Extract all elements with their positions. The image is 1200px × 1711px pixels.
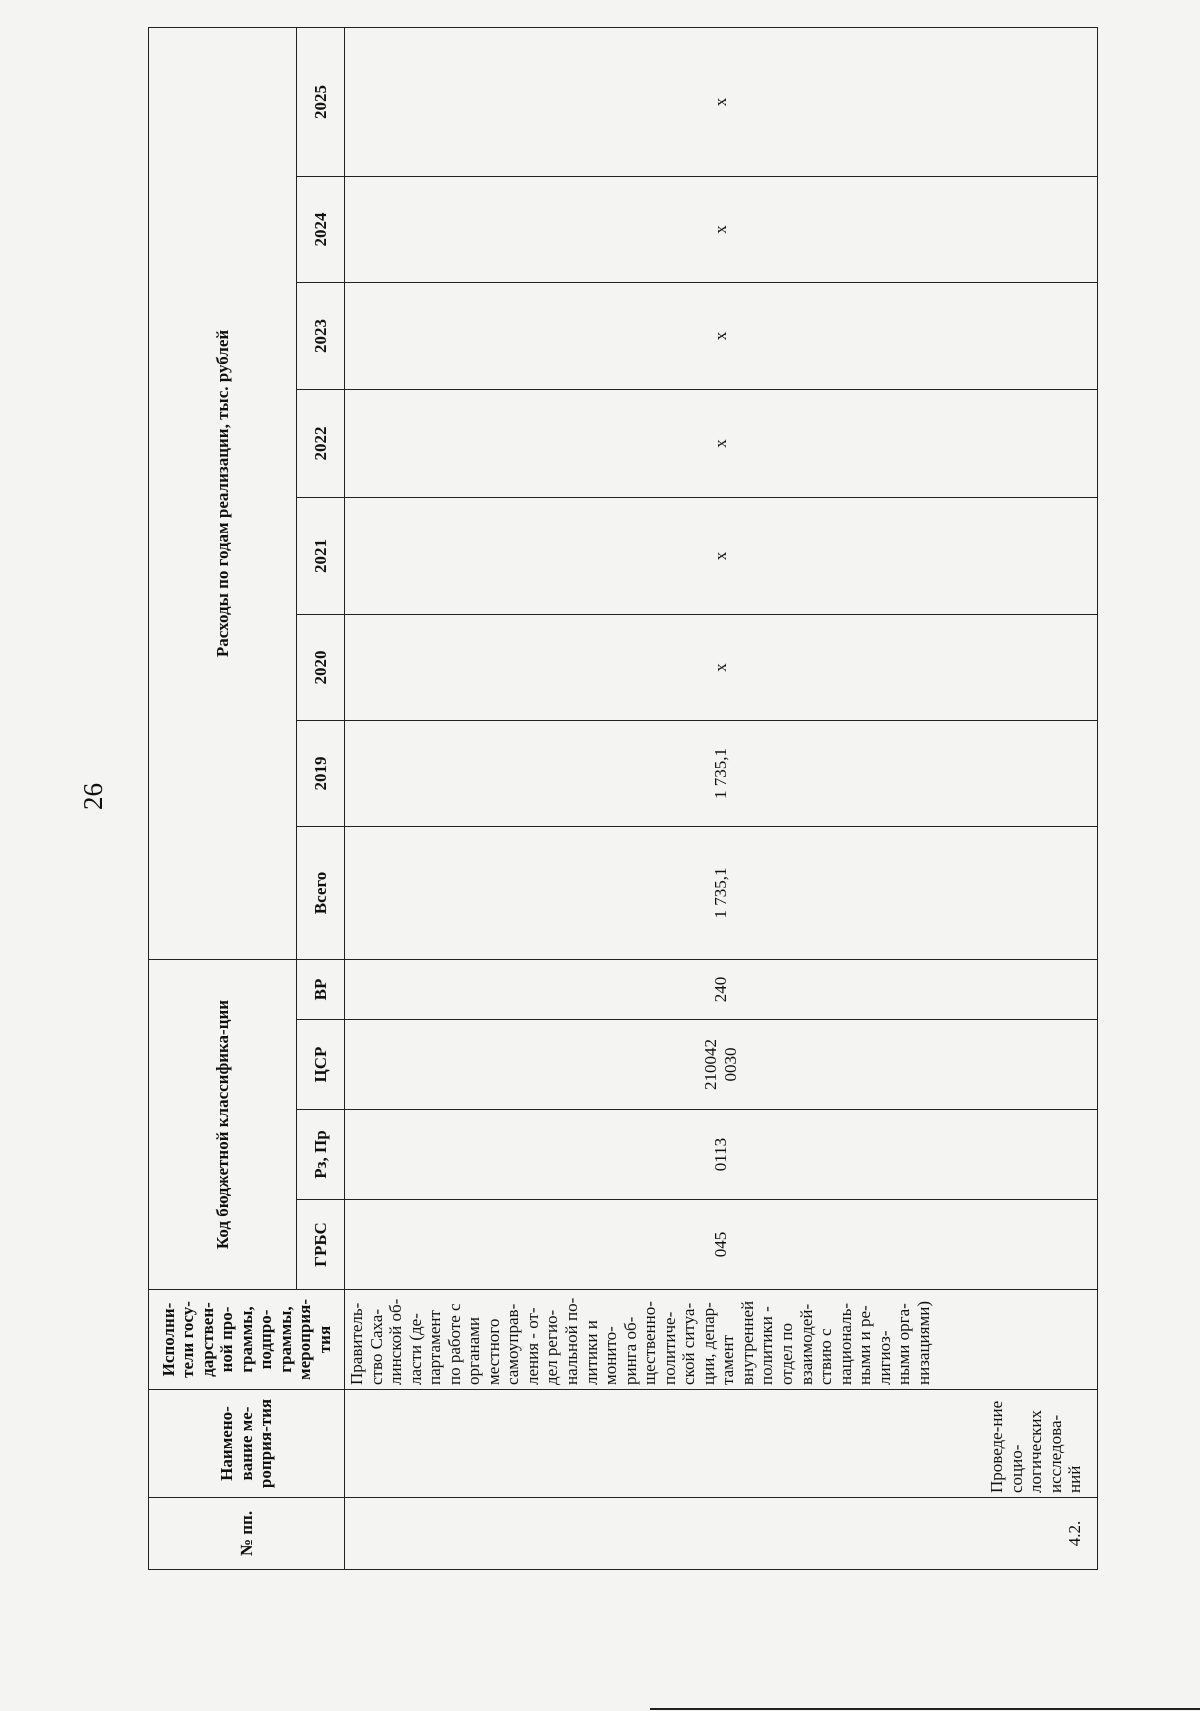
table-wrapper bbox=[148, 28, 1098, 1570]
subheader-2025: 2025 bbox=[297, 27, 345, 176]
subheader-vr: ВР bbox=[297, 959, 345, 1019]
subheader-rzpr: Рз, Пр bbox=[297, 1110, 345, 1200]
subheader-total: Всего bbox=[297, 826, 345, 959]
page-number: 26 bbox=[78, 783, 108, 810]
row-2020: x bbox=[345, 614, 1098, 720]
header-num: № пп. bbox=[149, 1498, 345, 1570]
header-budget-code: Код бюджетной классифика-ции bbox=[149, 959, 297, 1289]
header-expenses: Расходы по годам реализации, тыс. рублей bbox=[149, 27, 297, 959]
row-vr: 240 bbox=[345, 959, 1098, 1019]
row-csr: 210042 0030 bbox=[345, 1020, 1098, 1110]
subheader-2021: 2021 bbox=[297, 497, 345, 614]
subheader-2024: 2024 bbox=[297, 176, 345, 282]
subheader-2020: 2020 bbox=[297, 614, 345, 720]
row-2022: x bbox=[345, 389, 1098, 497]
row-2024: x bbox=[345, 176, 1098, 282]
row-executors: Правитель-ство Саха-линской об-ласти (де-партамент по работе с органами местного самоуправ-ления - от-дел регио-нальной по-литики и монито-ринга об-щественно-политиче-ской ситуа-ции, депар-тамент внутренней политики - отдел по взаимодей-ствию с националь-ными и ре-лигиоз-ными орга-низациями) bbox=[345, 1290, 1098, 1390]
row-2023: x bbox=[345, 282, 1098, 389]
row-2021: x bbox=[345, 497, 1098, 614]
row-2025: x bbox=[345, 27, 1098, 176]
subheader-2022: 2022 bbox=[297, 389, 345, 497]
subheader-2019: 2019 bbox=[297, 720, 345, 826]
row-rzpr: 0113 bbox=[345, 1110, 1098, 1200]
rotated-table-container bbox=[148, 28, 1098, 1570]
bottom-rule bbox=[650, 1708, 1200, 1710]
header-name: Наимено-вание ме-роприя-тия bbox=[149, 1390, 345, 1498]
subheader-2023: 2023 bbox=[297, 282, 345, 389]
budget-table bbox=[148, 27, 1098, 1570]
row-grbs: 045 bbox=[345, 1200, 1098, 1290]
row-total: 1 735,1 bbox=[345, 826, 1098, 959]
row-name: Проведе-ние социо-логических исследова-ний bbox=[345, 1390, 1098, 1498]
subheader-grbs: ГРБС bbox=[297, 1200, 345, 1290]
row-num: 4.2. bbox=[345, 1498, 1098, 1570]
row-2019: 1 735,1 bbox=[345, 720, 1098, 826]
header-executors: Исполни-тели госу-дарствен-ной про-граммы, подпро-граммы, мероприя-тия bbox=[149, 1290, 345, 1390]
subheader-csr: ЦСР bbox=[297, 1020, 345, 1110]
table-row bbox=[345, 27, 1098, 1569]
